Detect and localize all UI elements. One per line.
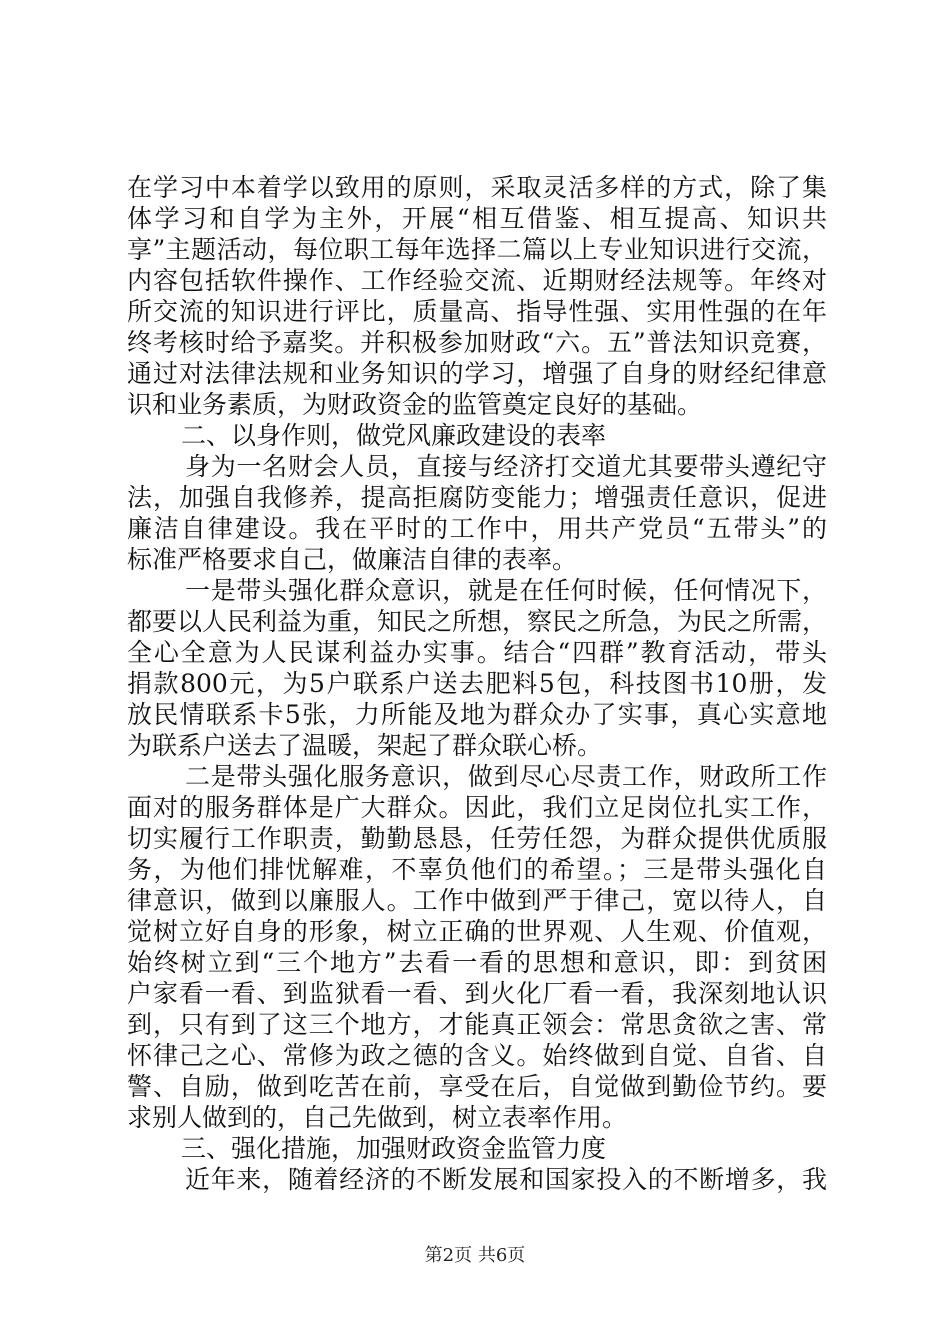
text-line: 都要以人民利益为重，知民之所想，察民之所急，为民之所需， bbox=[127, 607, 828, 636]
text-line: 怀律己之心、常修为政之德的含义。始终做到自觉、自省、自 bbox=[127, 1041, 827, 1070]
text-line: 内容包括软件操作、工作经验交流、近期财经法规等。年终对 bbox=[127, 266, 827, 295]
text-line: 全心全意为人民谋利益办实事。结合“四群”教育活动，带头 bbox=[127, 638, 827, 667]
page-number-footer: 第2页 共6页 bbox=[424, 1245, 526, 1266]
text-line: 切实履行工作职责，勤勤恳恳，任劳任怨，为群众提供优质服 bbox=[127, 824, 827, 853]
text-line: 二是带头强化服务意识，做到尽心尽责工作，财政所工作 bbox=[185, 762, 827, 791]
text-line: 通过对法律法规和业务知识的学习，增强了自身的财经纪律意 bbox=[127, 359, 827, 388]
text-line: 廉洁自律建设。我在平时的工作中，用共产党员“五带头”的 bbox=[127, 514, 827, 543]
text-line: 近年来，随着经济的不断发展和国家投入的不断增多，我 bbox=[185, 1165, 827, 1194]
text-line: 识和业务素质，为财政资金的监管奠定良好的基础。 bbox=[127, 390, 703, 419]
text-line: 律意识，做到以廉服人。工作中做到严于律己，宽以待人，自 bbox=[127, 886, 827, 915]
text-line: 为联系户送去了温暖，架起了群众联心桥。 bbox=[127, 731, 603, 760]
text-line: 终考核时给予嘉奖。并积极参加财政“六。五”普法知识竞赛， bbox=[127, 328, 827, 357]
text-line: 标准严格要求自己，做廉洁自律的表率。 bbox=[127, 545, 578, 574]
text-line: 户家看一看、到监狱看一看、到火化厂看一看，我深刻地认识 bbox=[127, 979, 827, 1008]
text-line: 觉树立好自身的形象，树立正确的世界观、人生观、价值观， bbox=[127, 917, 827, 946]
text-line: 享”主题活动，每位职工每年选择二篇以上专业知识进行交流， bbox=[127, 235, 827, 264]
text-line: 面对的服务群体是广大群众。因此，我们立足岗位扎实工作， bbox=[127, 793, 827, 822]
text-line: 警、自励，做到吃苦在前，享受在后，自觉做到勤俭节约。要 bbox=[127, 1072, 827, 1101]
text-line: 始终树立到“三个地方”去看一看的思想和意识，即：到贫困 bbox=[127, 948, 827, 977]
text-line: 法，加强自我修养，提高拒腐防变能力；增强责任意识，促进 bbox=[127, 483, 827, 512]
text-line: 体学习和自学为主外，开展“相互借鉴、相互提高、知识共 bbox=[127, 204, 827, 233]
text-line: 一是带头强化群众意识，就是在任何时候，任何情况下， bbox=[185, 576, 827, 605]
text-line: 二、以身作则，做党风廉政建设的表率 bbox=[181, 421, 607, 450]
text-line: 三、强化措施，加强财政资金监管力度 bbox=[181, 1134, 607, 1163]
text-line: 到，只有到了这三个地方，才能真正领会：常思贪欲之害、常 bbox=[127, 1010, 827, 1039]
text-line: 求别人做到的，自己先做到，树立表率作用。 bbox=[127, 1103, 628, 1132]
text-line: 捐款800元，为5户联系户送去肥料5包，科技图书10册，发 bbox=[127, 669, 827, 698]
document-body bbox=[127, 172, 827, 1195]
text-line: 所交流的知识进行评比，质量高、指导性强、实用性强的在年 bbox=[127, 297, 827, 326]
text-line: 身为一名财会人员，直接与经济打交道尤其要带头遵纪守 bbox=[185, 452, 827, 481]
text-line: 在学习中本着学以致用的原则，采取灵活多样的方式，除了集 bbox=[127, 173, 827, 202]
text-line: 务，为他们排忧解难，不辜负他们的希望。；三是带头强化自 bbox=[127, 855, 827, 884]
text-line: 放民情联系卡5张，力所能及地为群众办了实事，真心实意地 bbox=[127, 700, 827, 729]
